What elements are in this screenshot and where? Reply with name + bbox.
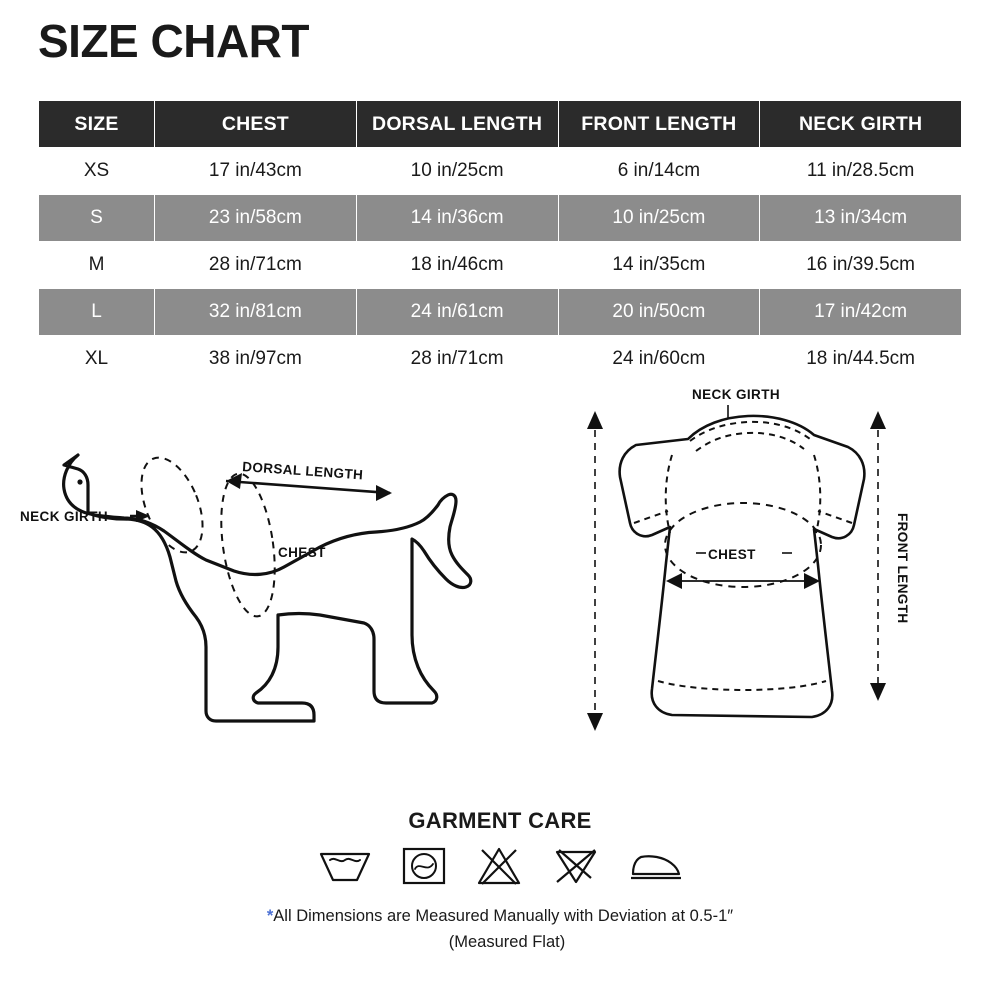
cell-front-length: 14 in/35cm bbox=[558, 242, 760, 289]
table-row bbox=[39, 148, 962, 195]
size-table bbox=[38, 100, 962, 383]
shirt-outline-icon bbox=[620, 416, 865, 717]
size-table-container bbox=[38, 100, 962, 383]
cell-dorsal-length: 24 in/61cm bbox=[356, 289, 558, 336]
table-row bbox=[39, 242, 962, 289]
label-dorsal-length: DORSAL LENGTH bbox=[241, 459, 364, 483]
cell-neck-girth: 16 in/39.5cm bbox=[760, 242, 962, 289]
do-not-dry-clean-icon bbox=[551, 844, 601, 888]
shirt-hem-icon bbox=[658, 681, 826, 690]
cell-dorsal-length: 18 in/46cm bbox=[356, 242, 558, 289]
table-row bbox=[39, 289, 962, 336]
size-table-body bbox=[39, 148, 962, 383]
cell-front-length: 6 in/14cm bbox=[558, 148, 760, 195]
cell-size: XS bbox=[39, 148, 155, 195]
garment-care-icons bbox=[0, 843, 1000, 889]
garment-care-title: GARMENT CARE bbox=[408, 808, 592, 833]
cell-dorsal-length: 28 in/71cm bbox=[356, 336, 558, 383]
chest-guide-icon bbox=[213, 470, 283, 620]
table-row bbox=[39, 336, 962, 383]
column-header-chest: CHEST bbox=[155, 101, 357, 148]
cell-chest: 23 in/58cm bbox=[155, 195, 357, 242]
cell-front-length: 20 in/50cm bbox=[558, 289, 760, 336]
iron-low-icon bbox=[629, 847, 683, 885]
dog-outline-icon bbox=[64, 455, 471, 721]
shirt-right-sleeve-seam-icon bbox=[814, 455, 820, 533]
dog-measurement-diagram bbox=[20, 385, 520, 745]
table-header-row bbox=[39, 101, 962, 148]
page-title: SIZE CHART bbox=[38, 15, 309, 67]
shirt-collar-inner-icon bbox=[696, 433, 804, 451]
cell-size: L bbox=[39, 289, 155, 336]
cell-front-length: 24 in/60cm bbox=[558, 336, 760, 383]
dog-eye-icon bbox=[77, 479, 82, 484]
cell-dorsal-length: 10 in/25cm bbox=[356, 148, 558, 195]
measurement-diagrams bbox=[0, 385, 1000, 775]
footnote-line-1: All Dimensions are Measured Manually with Deviation at 0.5-1″ bbox=[273, 907, 734, 925]
shirt-measurement-diagram bbox=[560, 385, 960, 745]
shirt-right-cuff-icon bbox=[818, 511, 852, 523]
footnote bbox=[0, 904, 1000, 955]
cell-chest: 38 in/97cm bbox=[155, 336, 357, 383]
shirt-front-length-measure-icon bbox=[870, 411, 886, 701]
cell-chest: 17 in/43cm bbox=[155, 148, 357, 195]
cell-neck-girth: 11 in/28.5cm bbox=[760, 148, 962, 195]
footnote-line-2: (Measured Flat) bbox=[448, 932, 566, 951]
label-neck-girth: NECK GIRTH bbox=[20, 509, 108, 524]
column-header-size: SIZE bbox=[39, 101, 155, 148]
column-header-neck-girth: NECK GIRTH bbox=[760, 101, 962, 148]
label-shirt-chest: CHEST bbox=[708, 547, 756, 562]
shirt-left-vertical-measure-icon bbox=[587, 411, 603, 731]
neck-girth-guide-icon bbox=[129, 449, 215, 561]
table-row bbox=[39, 195, 962, 242]
label-shirt-neck-girth: NECK GIRTH bbox=[692, 387, 780, 402]
shirt-left-cuff-icon bbox=[634, 511, 668, 523]
label-chest: CHEST bbox=[278, 545, 326, 560]
cell-dorsal-length: 14 in/36cm bbox=[356, 195, 558, 242]
shirt-left-sleeve-seam-icon bbox=[666, 455, 672, 533]
footnote-asterisk: * bbox=[266, 907, 274, 925]
column-header-dorsal-length: DORSAL LENGTH bbox=[356, 101, 558, 148]
tumble-dry-icon bbox=[401, 843, 447, 889]
column-header-front-length: FRONT LENGTH bbox=[558, 101, 760, 148]
cell-size: XL bbox=[39, 336, 155, 383]
cell-front-length: 10 in/25cm bbox=[558, 195, 760, 242]
cell-chest: 28 in/71cm bbox=[155, 242, 357, 289]
cell-size: M bbox=[39, 242, 155, 289]
do-not-bleach-icon bbox=[475, 844, 523, 888]
cell-neck-girth: 17 in/42cm bbox=[760, 289, 962, 336]
size-table-header bbox=[39, 101, 962, 148]
cell-size: S bbox=[39, 195, 155, 242]
cell-neck-girth: 13 in/34cm bbox=[760, 195, 962, 242]
hand-wash-icon bbox=[317, 846, 373, 886]
cell-neck-girth: 18 in/44.5cm bbox=[760, 336, 962, 383]
cell-chest: 32 in/81cm bbox=[155, 289, 357, 336]
label-shirt-front-length: FRONT LENGTH bbox=[895, 513, 910, 624]
